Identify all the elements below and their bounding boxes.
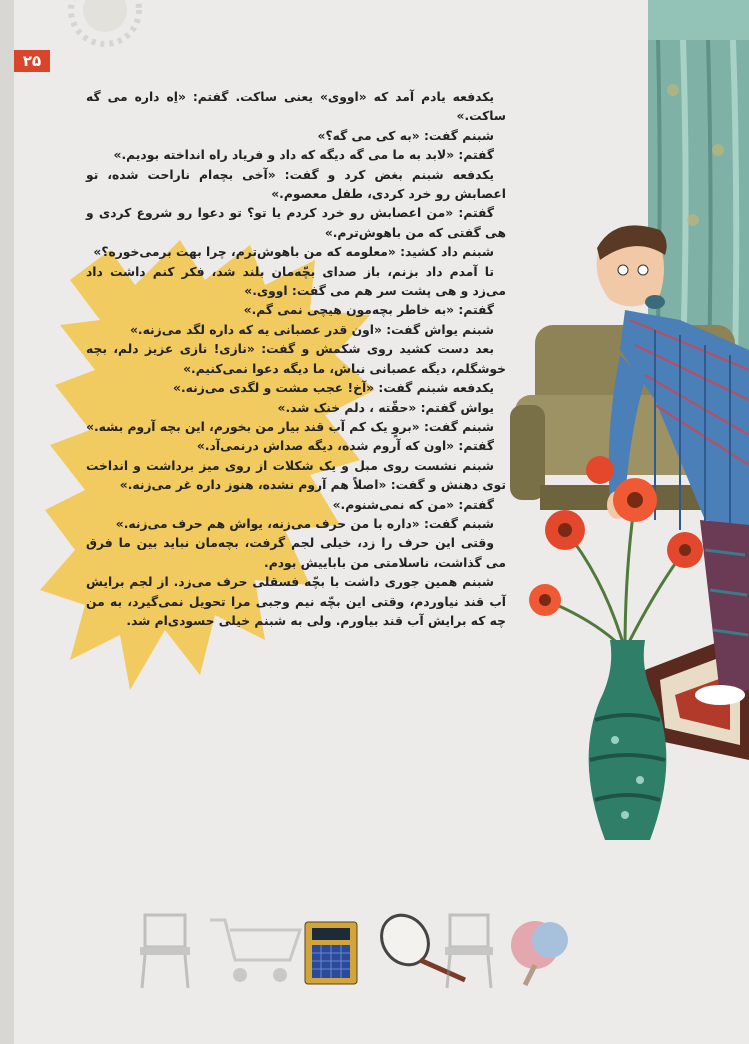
story-paragraph: شبنم همین جوری داشت با بچّه فسقلی حرف می‌زد. از لجم برایش آب قند نیاوردم، وقتی این بچّه نیم وجبی مرا تحویل نمی‌گیرد، به من چه که برایش آب قند بیاورم. ولی به شبنم خیلی حسودی‌ام شد. [86, 575, 506, 628]
story-paragraph: گفتم: «من که نمی‌شنوم.» [332, 497, 494, 512]
page-number-badge: ۲۵ [14, 50, 50, 72]
calculator-icon [305, 922, 357, 984]
story-text [86, 88, 506, 631]
room-illustration [505, 200, 749, 850]
story-paragraph: شبنم نشست روی مبل و یک شکلات از روی میز برداشت و انداخت توی دهنش و گفت: «اصلاً هم آروم نشده، هنوز داره غر می‌زنه.» [86, 458, 506, 493]
sun-watermark-icon [30, 0, 160, 50]
story-paragraph: یکدفعه یادم آمد که «اووی» یعنی ساکت. گفتم: «اِه داره می گه ساکت.» [86, 90, 506, 124]
story-paragraph: گفتم: «به خاطر بچه‌مون هیچی نمی گم.» [243, 303, 494, 318]
story-paragraph: گفتم: «اون که آروم شده، دیگه صداش درنمی‌آد.» [196, 439, 494, 454]
story-paragraph: تا آمدم داد بزنم، باز صدای بچّه‌مان بلند شد، فکر کنم داشت داد می‌زد و هی پشت سر هم می گفت: اووی.» [86, 264, 506, 299]
story-paragraph: یکدفعه شبنم بغض کرد و گفت: «آخی بچه‌ام ناراحت شده، تو اعصابش رو خرد کردی، طفل معصوم.» [86, 167, 506, 202]
story-paragraph: شبنم یواش گفت: «اون قدر عصبانی یه که داره لگد می‌زنه.» [129, 322, 494, 337]
chair-icon [140, 915, 190, 988]
story-paragraph: یواش گفتم: «حقّته ، دلم خنک شد.» [277, 400, 494, 415]
bottom-icons-row [130, 910, 580, 990]
story-paragraph: شبنم گفت: «به کی می گه؟» [317, 128, 494, 143]
story-paragraph: گفتم: «لابد به ما می گه دیگه که داد و فریاد راه انداخته بودیم.» [113, 148, 494, 163]
story-paragraph: گفتم: «من اعصابش رو خرد کردم یا تو؟ تو دعوا رو شروع کردی و هی گفتی که من باهوش‌ترم.» [86, 206, 506, 240]
page-edge [0, 0, 14, 1044]
chair-icon [445, 915, 493, 988]
story-paragraph: بعد دست کشید روی شکمش و گفت: «نازی! نازی عزیز دلم، بچه خوشگلم، دیگه عصبانی نباش، ما دیگه دعوا نمی‌کنیم.» [86, 342, 506, 376]
shopping-cart-icon [210, 920, 300, 982]
story-paragraph: شبنم گفت: «داره با من حرف می‌زنه، یواش هم حرف می‌زنه.» [115, 516, 494, 531]
ping-pong-paddle-icon [511, 921, 568, 985]
story-paragraph: شبنم داد کشید: «معلومه که من باهوش‌ترم، چرا بهت برمی‌خوره؟» [93, 245, 494, 260]
story-paragraph: یکدفعه شبنم گفت: «آخ! عجب مشت و لگدی می‌زنه.» [173, 381, 494, 396]
story-paragraph: وقتی این حرف را زد، خیلی لجم گرفت، بچه‌مان نباید بین ما فرق می گذاشت، ناسلامتی من باباییش بودم. [86, 536, 506, 570]
story-paragraph: شبنم گفت: «بروٍ یک کم آب قند بیار من بخورم، این بچه آروم بشه.» [86, 419, 494, 434]
